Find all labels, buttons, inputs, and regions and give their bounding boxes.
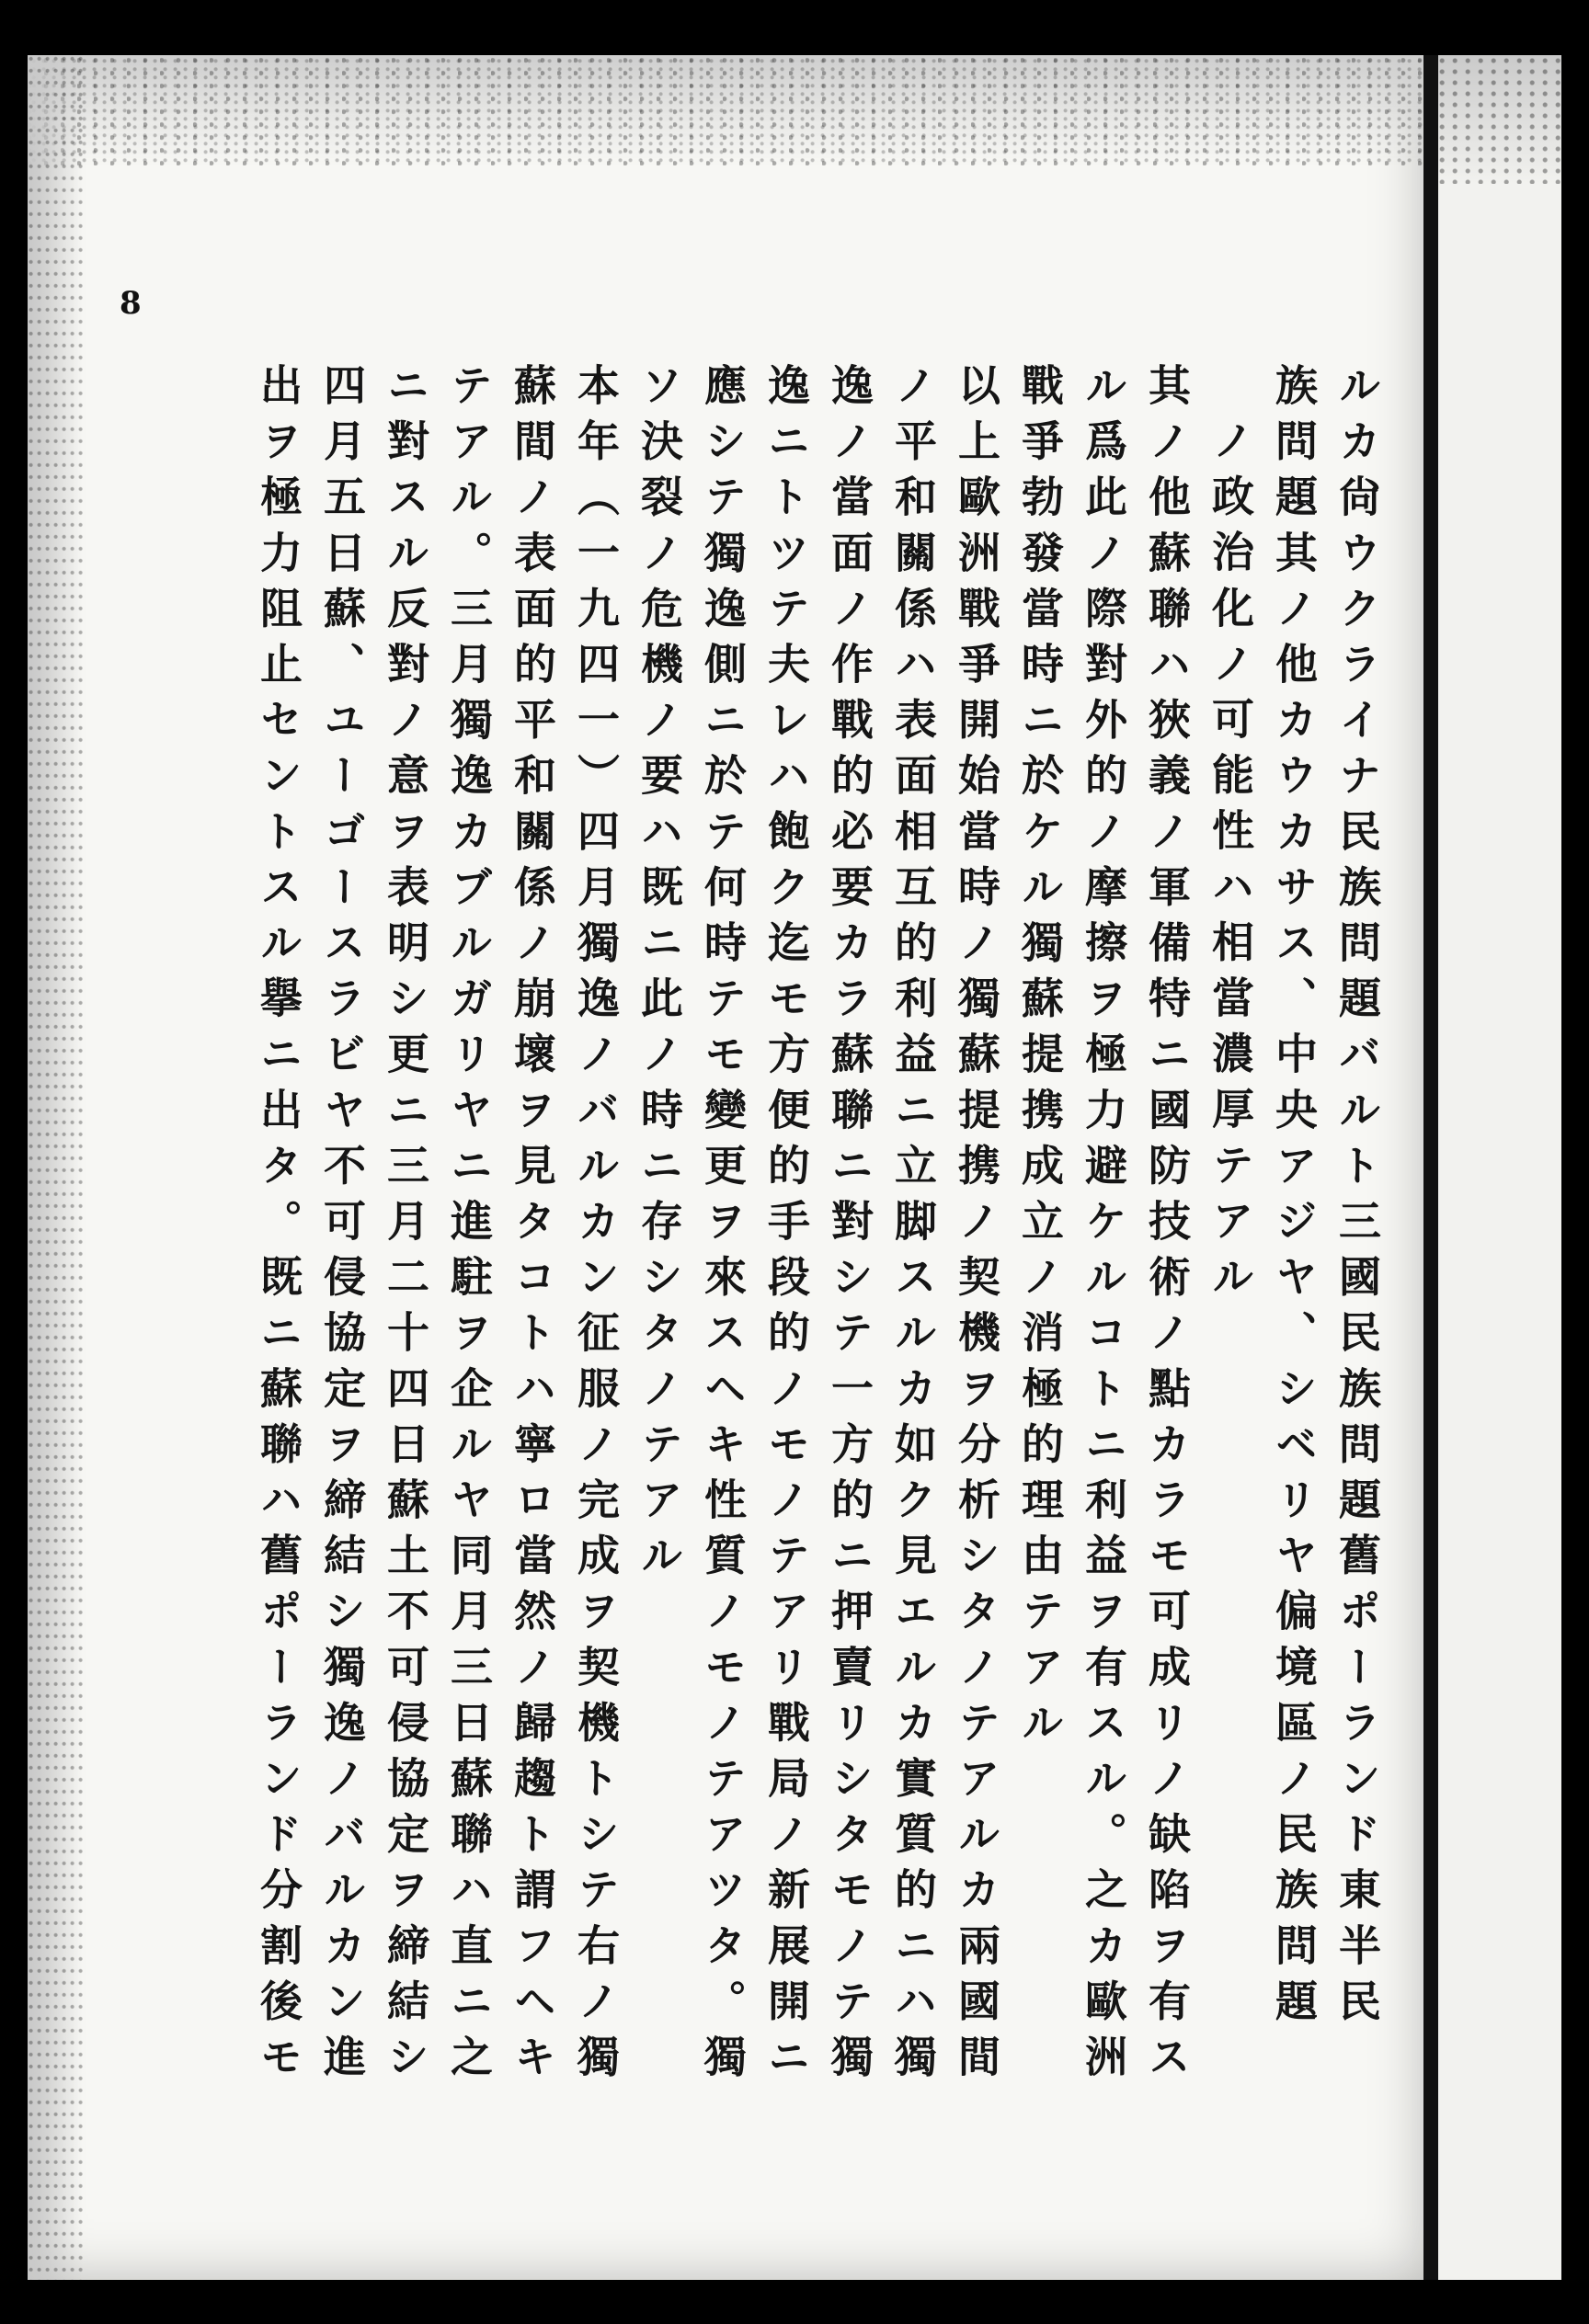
text-column: ノ政治化ノ可能性ハ相當濃厚テアル bbox=[1206, 418, 1255, 1310]
text-column: ル爲此ノ際對外的ノ摩擦ヲ極力避ケルコトニ利益ヲ有スル。之カ歐洲 bbox=[1079, 363, 1128, 2090]
text-column: 戰爭勃發當時ニ於ケル獨蘇提携成立ノ消極的理由テアル bbox=[1015, 363, 1065, 1756]
text-column: 逸ニトツテ夫レハ飽ク迄モ方便的手段的ノモノテアリ戰局ノ新展開ニ bbox=[761, 363, 811, 2090]
text-column: 其ノ他蘇聯ハ狹義ノ軍備特ニ國防技術ノ點カラモ可成リノ缺陷ヲ有ス bbox=[1142, 363, 1192, 2090]
text-column: ニ對スル反對ノ意ヲ表明シ更ニ三月二十四日蘇土不可侵協定ヲ締結シ bbox=[381, 363, 430, 2090]
text-column: 蘇間ノ表面的平和關係ノ崩壞ヲ見タコトハ寧ロ當然ノ歸趨ト謂フヘキ bbox=[508, 363, 557, 2090]
text-column: テアル。三月獨逸カブルガリヤニ進駐ヲ企ルヤ同月三日蘇聯ハ直ニ之 bbox=[444, 363, 494, 2090]
text-column: 族問題其ノ他カウカサス、中央アジヤ、シベリヤ偏境區ノ民族問題 bbox=[1269, 363, 1319, 2034]
document-page bbox=[28, 55, 1425, 2280]
text-column: 本年（一九四一）四月獨逸ノバルカン征服ノ完成ヲ契機トシテ右ノ獨 bbox=[571, 363, 621, 2090]
text-column: 以上歐洲戰爭開始當時ノ獨蘇提携ノ契機ヲ分析シタノテアルカ兩國間 bbox=[952, 363, 1001, 2090]
text-column: ルカ尙ウクライナ民族問題バルト三國民族問題舊ポーランド東半民 bbox=[1332, 363, 1382, 2034]
text-column: 出ヲ極力阻止セントスル擧ニ出タ。既ニ蘇聯ハ舊ポーランド分割後モ bbox=[254, 363, 303, 2090]
adjacent-page-edge bbox=[1423, 55, 1561, 2280]
text-column: 四月五日蘇、ユーゴースラビヤ不可侵協定ヲ締結シ獨逸ノバルカン進 bbox=[317, 363, 367, 2090]
text-column: 應シテ獨逸側ニ於テ何時テモ變更ヲ來スヘキ性質ノモノテアツタ。獨 bbox=[698, 363, 748, 2090]
text-column: ソ決裂ノ危機ノ要ハ既ニ此ノ時ニ存シタノテアル bbox=[634, 363, 684, 1589]
page-number: 8 bbox=[120, 285, 142, 322]
text-column: 逸ノ當面ノ作戰的必要カラ蘇聯ニ對シテ一方的ニ押賣リシタモノテ獨 bbox=[825, 363, 875, 2090]
text-column: ノ平和關係ハ表面相互的利益ニ立脚スルカ如ク見エルカ實質的ニハ獨 bbox=[888, 363, 938, 2090]
vertical-text-block bbox=[138, 363, 1389, 2202]
